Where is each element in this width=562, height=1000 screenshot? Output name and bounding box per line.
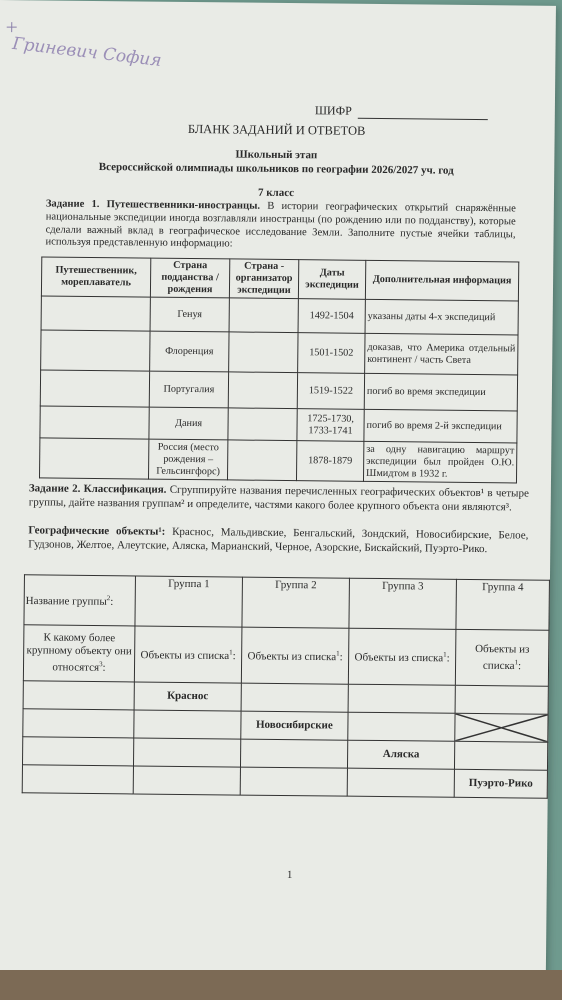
cell[interactable] (455, 685, 548, 714)
cell-dates: 1492-1504 (298, 299, 365, 334)
objects-from-list-2[interactable]: Объекты из списка$^1$: (241, 627, 349, 684)
objects-label: Географические объекты¹: (28, 524, 166, 538)
objects-text: Краснос, Мальдивские, Бенгальский, Зондский, Новосибирские, Белое, Гудзонов, Желтое, Алеутские, Аляска, Марианский, Черное, Азорские, Бискайский, Пуэрто-Рико. (28, 525, 529, 555)
table-row (24, 575, 549, 630)
cell-traveller[interactable] (40, 406, 149, 439)
classification-table (22, 574, 550, 798)
cell[interactable] (348, 712, 455, 741)
table-row (41, 330, 518, 375)
cipher-blank-line[interactable] (358, 118, 488, 120)
table-row (41, 296, 518, 335)
objects-from-list-1[interactable]: Объекты из списка$^1$: (134, 626, 242, 683)
table-row (40, 406, 517, 443)
objects-from-list-3[interactable]: Объекты из списка$^1$: (348, 628, 456, 685)
row-label-larger-object: К какому более крупному объекту они относятся$^3$: (23, 625, 135, 682)
travellers-table (39, 256, 519, 483)
task2-body: Сгруппируйте названия перечисленных географических объектов¹ в четыре группы, дайте названия группам² и определите, частями какого более крупного объекта они являются³. (28, 483, 529, 513)
objects-from-list-4[interactable]: Объекты из списка$^1$: (455, 629, 549, 686)
cell[interactable] (134, 710, 241, 739)
objects-list (28, 524, 528, 556)
row-label-group-name: Название группы$^2$: (24, 575, 136, 626)
cell-info: указаны даты 4-х экспедиций (365, 299, 518, 335)
cell-organizer[interactable] (229, 298, 298, 333)
handwritten-name: Гриневич София (11, 33, 163, 71)
cell-country: Дания (149, 407, 228, 440)
cell-organizer[interactable] (228, 408, 297, 441)
background-surface (0, 970, 562, 1000)
header-additional-info: Дополнительная информация (365, 260, 518, 301)
cell-info: за одну навигацию маршрут экспедиции был пройден О.Ю. Шмидтом в 1932 г. (363, 441, 516, 483)
cell-country: Португалия (149, 371, 228, 408)
task1-body: В истории географических открытий снаряжённые национальные экспедиции иногда возглавляли иностранцы (по рождению или по подданству), которые сделали важный вклад в географическое исследование Земли. Заполните пустые ячейки таблицы, используя представленную информацию: (45, 200, 516, 250)
pen-mark-icon (5, 20, 19, 34)
cell-traveller[interactable] (41, 296, 150, 331)
header-group-4[interactable]: Группа 4 (456, 579, 550, 630)
cell-group1-object: Краснос (134, 682, 241, 711)
grade-heading: 7 класс (257, 186, 295, 200)
cell-info: погиб во время экспедиции (364, 373, 517, 411)
cell-info: доказав, что Америка отдельный континент / часть Света (365, 333, 518, 375)
cell-country: Генуя (150, 297, 229, 332)
cell[interactable] (133, 766, 240, 795)
header-country-organizer: Страна - организатор экспедиции (229, 259, 298, 299)
task2-text (29, 482, 529, 514)
cipher-label: ШИФР (314, 103, 352, 118)
table-row (39, 438, 516, 483)
cell[interactable] (240, 739, 347, 768)
cell-organizer[interactable] (229, 332, 298, 373)
header-country-birth: Страна подданства / рождения (150, 258, 229, 298)
cell[interactable] (22, 737, 133, 766)
blank-title: БЛАНК ЗАДАНИЙ И ОТВЕТОВ (187, 121, 366, 138)
cell[interactable] (347, 768, 454, 797)
header-group-1[interactable]: Группа 1 (135, 576, 243, 627)
header-traveller: Путешественник, мореплаватель (41, 257, 150, 297)
task1-text (45, 198, 516, 254)
header-group-3[interactable]: Группа 3 (349, 578, 457, 629)
table-row (22, 765, 547, 798)
cell-group4-object: Пуэрто-Рико (454, 769, 547, 798)
cell-organizer[interactable] (227, 440, 296, 481)
cell-dates: 1501-1502 (298, 333, 365, 374)
task1-title: Задание 1. Путешественники-иностранцы. (45, 198, 261, 212)
cell[interactable] (241, 683, 348, 712)
cross-out-icon (455, 714, 547, 742)
cell-dates: 1725-1730, 1733-1741 (297, 409, 364, 442)
cell-group3-object: Аляска (347, 740, 454, 769)
cell[interactable] (133, 738, 240, 767)
olympiad-heading: Всероссийской олимпиады школьников по географии 2026/2027 уч. год (98, 161, 454, 177)
cell[interactable] (348, 684, 455, 713)
cell[interactable] (23, 709, 134, 738)
cell-group2-object: Новосибирские (241, 711, 348, 740)
cell[interactable] (240, 767, 347, 796)
cell-dates: 1519-1522 (297, 373, 364, 410)
task2-title: Задание 2. Классификация. (28, 482, 167, 496)
cell[interactable] (23, 681, 134, 710)
cell-traveller[interactable] (40, 370, 149, 407)
table-row (40, 370, 517, 411)
cell-country: Россия (место рождения – Гельсингфорс) (148, 439, 227, 480)
cell-dates: 1878-1879 (296, 441, 363, 482)
table-row (23, 625, 549, 686)
stage-heading: Школьный этап (235, 148, 318, 162)
header-group-2[interactable]: Группа 2 (242, 577, 350, 628)
page-number: 1 (286, 869, 293, 882)
cell-country: Флоренция (150, 331, 229, 372)
cell[interactable] (454, 741, 547, 770)
cell-traveller[interactable] (39, 438, 148, 479)
table-header-row (41, 257, 518, 301)
crossed-out-cell (455, 713, 548, 742)
header-dates: Даты экспедиции (298, 260, 365, 300)
cipher-field (315, 103, 488, 120)
cell-traveller[interactable] (41, 330, 150, 371)
cell[interactable] (22, 765, 133, 794)
cell-organizer[interactable] (228, 372, 297, 409)
cell-info: погиб во время 2-й экспедиции (364, 409, 517, 443)
